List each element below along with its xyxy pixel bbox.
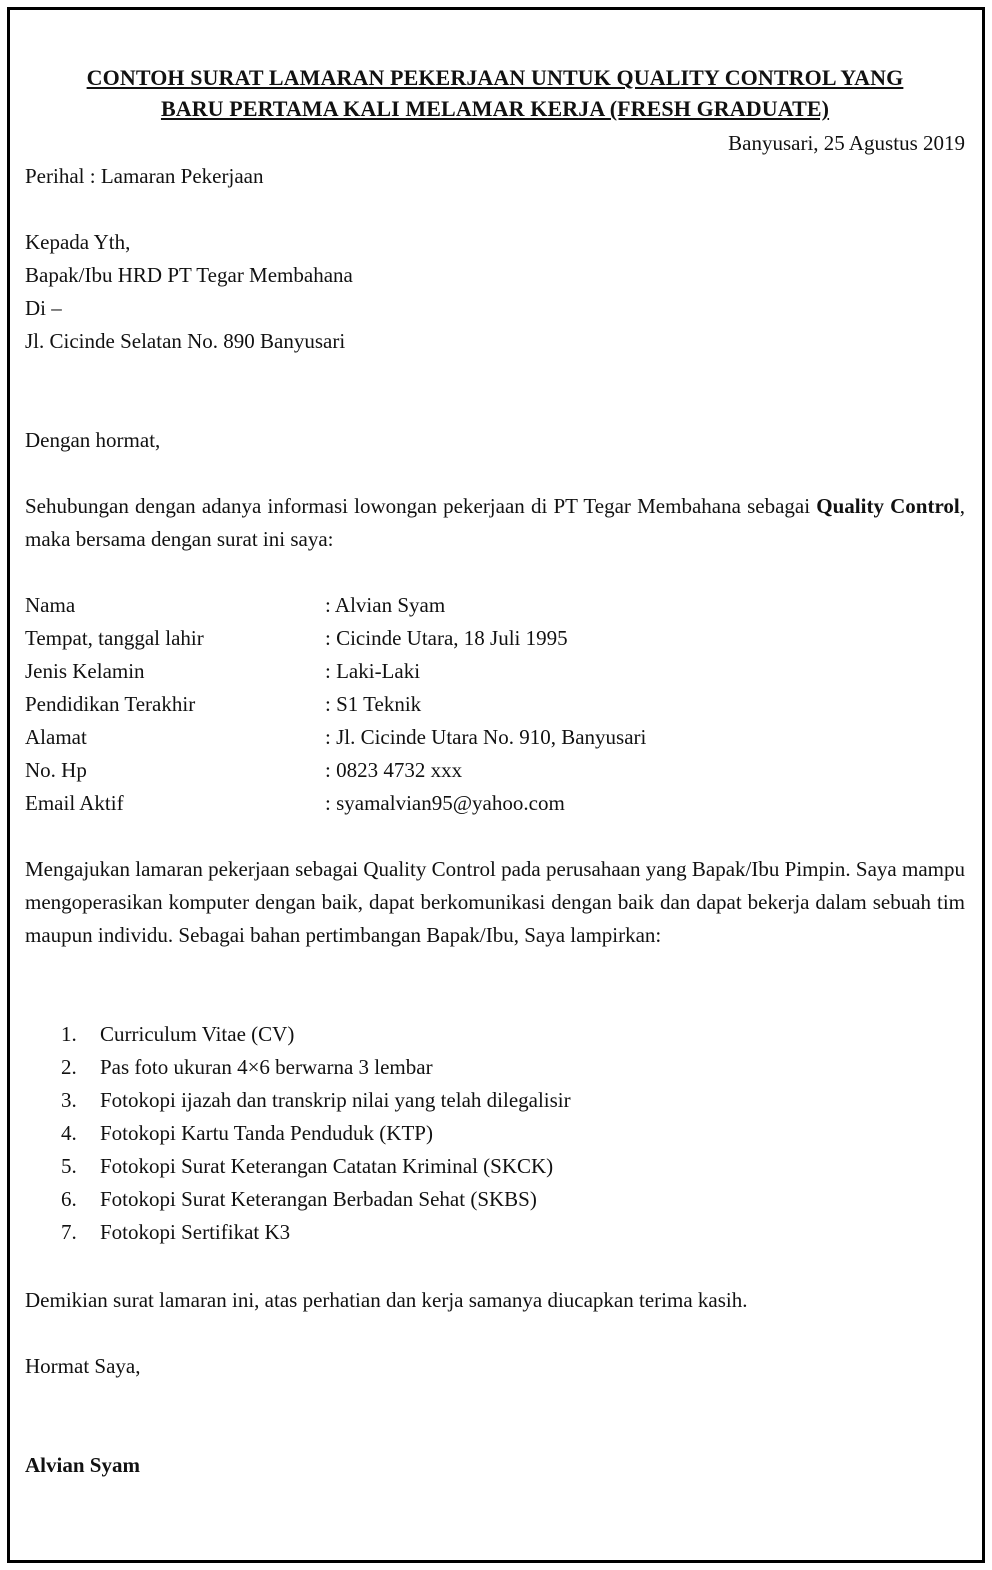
recipient-line-1: Kepada Yth,	[25, 230, 131, 254]
title-line-2: BARU PERTAMA KALI MELAMAR KERJA (FRESH GRADUATE)	[160, 96, 830, 121]
attachment-text: Fotokopi Sertifikat K3	[100, 1220, 291, 1244]
closing-paragraph: Demikian surat lamaran ini, atas perhatian dan kerja samanya diucapkan terima kasih.	[25, 1288, 748, 1312]
detail-label: Pendidikan Terakhir	[25, 692, 196, 716]
detail-row-phone	[25, 754, 965, 787]
detail-value: : Laki-Laki	[325, 659, 421, 683]
attachment-item	[25, 1117, 965, 1150]
detail-row-birth	[25, 622, 965, 655]
detail-label: Alamat	[25, 725, 87, 749]
detail-label: No. Hp	[25, 758, 87, 782]
detail-value: : Cicinde Utara, 18 Juli 1995	[325, 626, 568, 650]
attachment-text: Fotokopi Surat Keterangan Catatan Kriminal (SKCK)	[100, 1154, 554, 1178]
attachment-item	[25, 1018, 965, 1051]
attachment-item	[25, 1051, 965, 1084]
detail-label: Nama	[25, 593, 76, 617]
letter-title	[25, 62, 965, 124]
body-paragraph: Mengajukan lamaran pekerjaan sebagai Quality Control pada perusahaan yang Bapak/Ibu Pimpin. Saya mampu mengoperasikan komputer dengan baik, dapat berkomunikasi dengan baik dan dapat bekerja dalam sebuah tim maupun individu. Sebagai bahan pertimbangan Bapak/Ibu, Saya lampirkan:	[25, 857, 965, 947]
attachment-text: Fotokopi Surat Keterangan Berbadan Sehat (SKBS)	[100, 1187, 537, 1211]
attachment-text: Fotokopi ijazah dan transkrip nilai yang telah dilegalisir	[100, 1088, 571, 1112]
intro-paragraph	[25, 490, 965, 556]
detail-row-address	[25, 721, 965, 754]
intro-after: , maka bersama dengan surat ini saya:	[25, 494, 965, 551]
detail-value: : S1 Teknik	[325, 692, 422, 716]
signature-name: Alvian Syam	[25, 1453, 140, 1477]
detail-row-education	[25, 688, 965, 721]
attachment-item	[25, 1183, 965, 1216]
attachment-text: Pas foto ukuran 4×6 berwarna 3 lembar	[100, 1055, 433, 1079]
attachment-number: 4.	[61, 1121, 77, 1145]
detail-value: : Alvian Syam	[325, 593, 446, 617]
intro-before: Sehubungan dengan adanya informasi lowongan pekerjaan di PT Tegar Membahana sebagai	[25, 494, 817, 518]
detail-value: : Jl. Cicinde Utara No. 910, Banyusari	[325, 725, 647, 749]
detail-label: Tempat, tanggal lahir	[25, 626, 204, 650]
letter-date: Banyusari, 25 Agustus 2019	[728, 131, 965, 155]
attachment-number: 1.	[61, 1022, 77, 1046]
attachment-number: 6.	[61, 1187, 77, 1211]
detail-value: : syamalvian95@yahoo.com	[325, 791, 565, 815]
attachment-number: 2.	[61, 1055, 77, 1079]
letter-subject: Perihal : Lamaran Pekerjaan	[25, 164, 264, 188]
attachment-number: 7.	[61, 1220, 77, 1244]
recipient-line-4: Jl. Cicinde Selatan No. 890 Banyusari	[25, 329, 346, 353]
detail-row-gender	[25, 655, 965, 688]
title-line-1: CONTOH SURAT LAMARAN PEKERJAAN UNTUK QUALITY CONTROL YANG	[86, 65, 904, 90]
recipient-line-2: Bapak/Ibu HRD PT Tegar Membahana	[25, 263, 353, 287]
intro-position: Quality Control	[816, 494, 960, 518]
detail-row-name	[25, 589, 965, 622]
recipient-line-3: Di –	[25, 296, 62, 320]
detail-label: Email Aktif	[25, 791, 124, 815]
signoff: Hormat Saya,	[25, 1354, 141, 1378]
attachment-item	[25, 1150, 965, 1183]
attachment-number: 5.	[61, 1154, 77, 1178]
attachment-text: Curriculum Vitae (CV)	[100, 1022, 295, 1046]
attachment-item	[25, 1084, 965, 1117]
greeting: Dengan hormat,	[25, 428, 161, 452]
detail-value: : 0823 4732 xxx	[325, 758, 463, 782]
attachment-item	[25, 1216, 965, 1249]
attachment-text: Fotokopi Kartu Tanda Penduduk (KTP)	[100, 1121, 433, 1145]
detail-label: Jenis Kelamin	[25, 659, 145, 683]
detail-row-email	[25, 787, 965, 820]
attachment-number: 3.	[61, 1088, 77, 1112]
